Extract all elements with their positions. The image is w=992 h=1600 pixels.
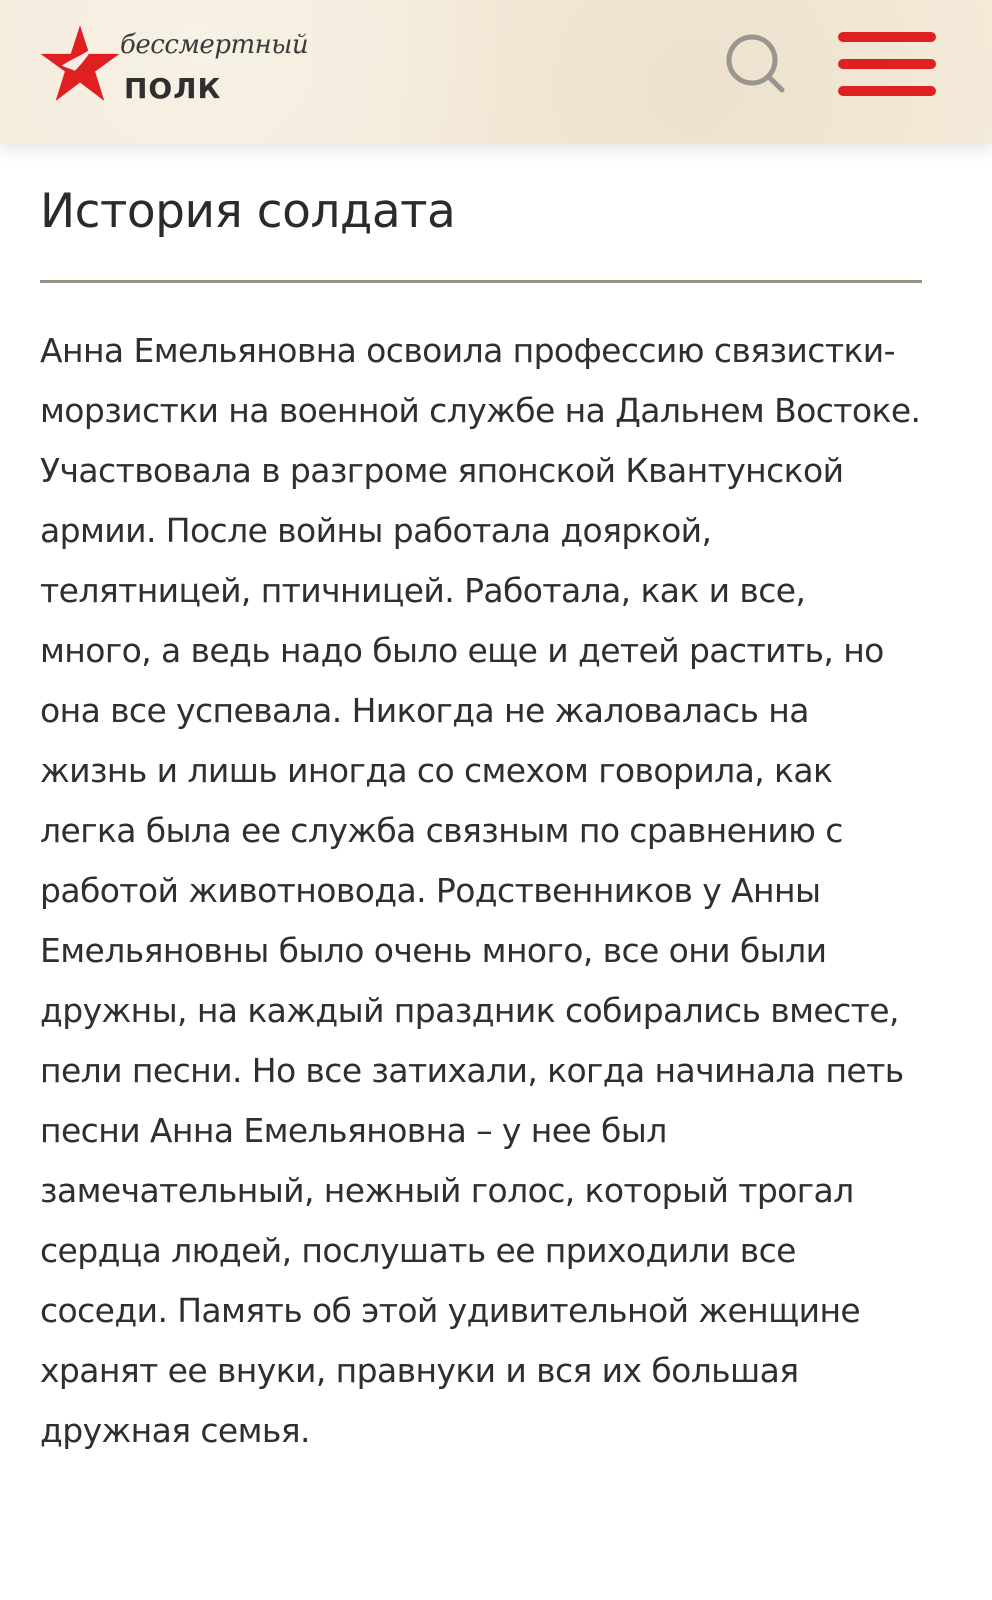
soldier-story-text: Анна Емельяновна освоила профессию связистки-морзистки на военной службе на Дальнем Востоке. Участвовала в разгроме японской Квантунской армии. После войны работала дояркой, телятницей, птичницей. Работала, как и все, много, а ведь надо было еще и детей растить, но она все успевала. Никогда не жаловалась на жизнь и лишь иногда со смехом говорила, как легка была ее служба связным по сравнению с работой животновода. Родственников у Анны Емельяновны было очень много, все они были дружны, на каждый праздник собирались вместе, пели песни. Но все затихали, когда начинала петь песни Анна Емельяновна – у нее был замечательный, нежный голос, который трогал сердца людей, послушать ее приходили все соседи. Память об этой удивительной женщине хранят ее внуки, правнуки и вся их большая дружная семья.	[40, 331, 921, 1450]
red-star-icon	[38, 22, 122, 106]
search-icon	[724, 32, 788, 96]
logo-bold-text: ПОЛК	[124, 72, 222, 105]
menu-bar	[838, 32, 936, 42]
search-button[interactable]	[724, 32, 788, 96]
page-title: История солдата	[40, 184, 456, 239]
site-logo[interactable]	[38, 22, 309, 112]
logo-script-text: бессмертный	[120, 30, 309, 60]
main-content	[40, 144, 922, 1494]
menu-bar	[838, 59, 936, 69]
menu-button[interactable]	[838, 28, 936, 100]
title-divider	[40, 280, 922, 283]
site-header	[0, 0, 992, 144]
menu-bar	[838, 86, 936, 96]
